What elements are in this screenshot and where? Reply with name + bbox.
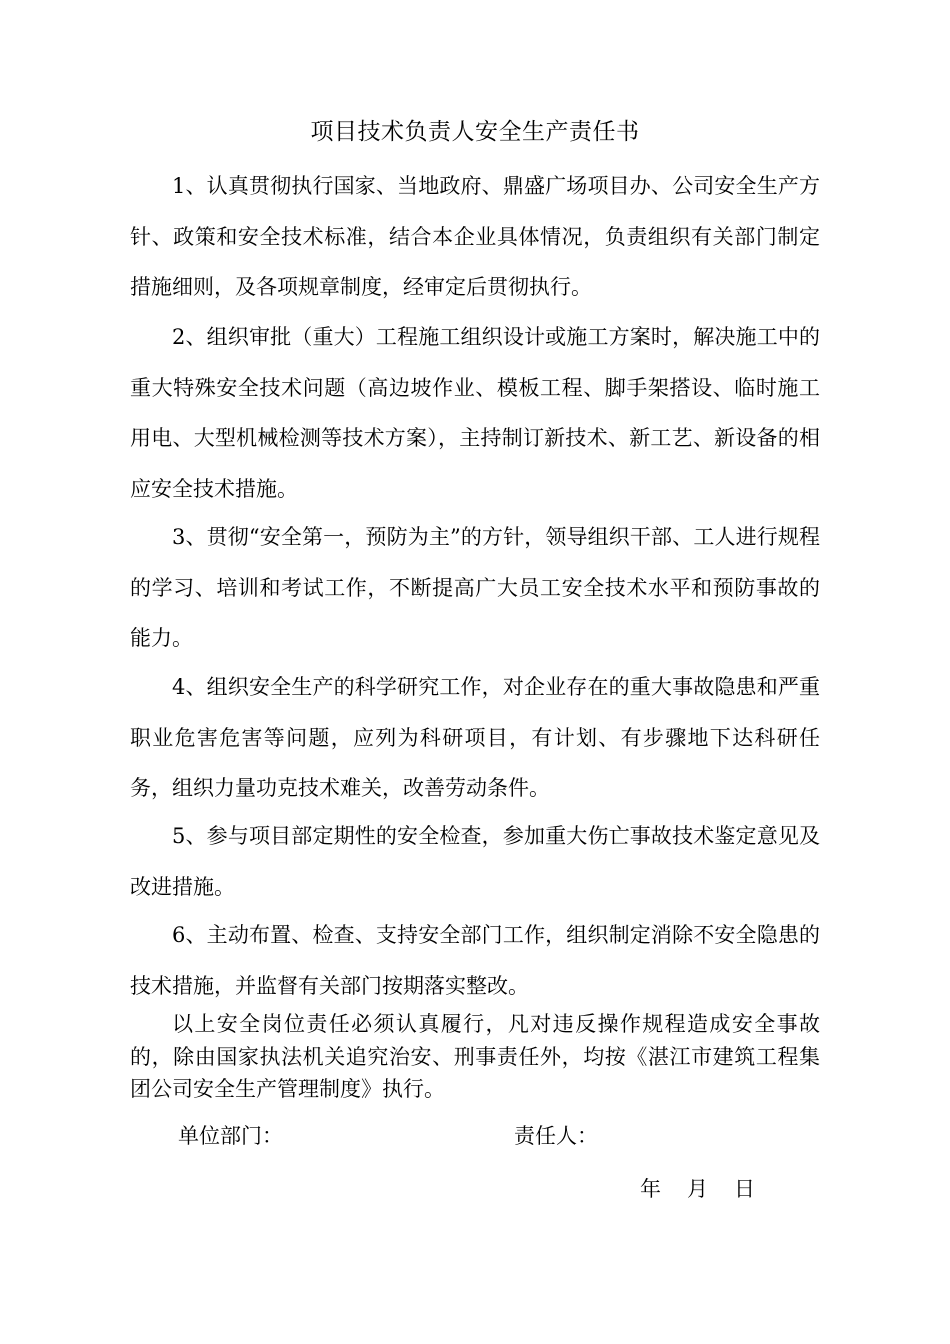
clause-1: 1、认真贯彻执行国家、当地政府、鼎盛广场项目办、公司安全生产方针、政策和安全技术标准，结合本企业具体情况，负责组织有关部门制定措施细则，及各项规章制度，经审定后贯彻执行。: [130, 174, 820, 299]
unit-department-label: 单位部门：: [178, 1124, 283, 1148]
document-title: 项目技术负责人安全生产责任书: [310, 119, 640, 145]
clause-2: 2、组织审批（重大）工程施工组织设计或施工方案时，解决施工中的重大特殊安全技术问题（高边坡作业、模板工程、脚手架搭设、临时施工用电、大型机械检测等技术方案），主持制订新技术、新工艺、新设备的相应安全技术措施。: [130, 325, 820, 501]
clause-6: 6、主动布置、检查、支持安全部门工作，组织制定消除不安全隐患的技术措施，并监督有关部门按期落实整改。: [130, 923, 820, 998]
responsible-person-label: 责任人：: [514, 1124, 598, 1148]
day-label: 日: [734, 1177, 755, 1201]
clause-5: 5、参与项目部定期性的安全检查，参加重大伤亡事故技术鉴定意见及改进措施。: [130, 824, 820, 899]
date-line: [640, 1174, 755, 1204]
closing-paragraph: 以上安全岗位责任必须认真履行，凡对违反操作规程造成安全事故的，除由国家执法机关追究治安、刑事责任外，均按《湛江市建筑工程集团公司安全生产管理制度》执行。: [130, 1012, 820, 1101]
month-label: 月: [687, 1177, 708, 1201]
year-label: 年: [640, 1177, 661, 1201]
clause-3: 3、贯彻“安全第一，预防为主”的方针，领导组织干部、工人进行规程的学习、培训和考试工作，不断提高广大员工安全技术水平和预防事故的能力。: [130, 525, 820, 650]
clause-4: 4、组织安全生产的科学研究工作，对企业存在的重大事故隐患和严重职业危害危害等问题，应列为科研项目，有计划、有步骤地下达科研任务，组织力量功克技术难关，改善劳动条件。: [130, 675, 820, 800]
